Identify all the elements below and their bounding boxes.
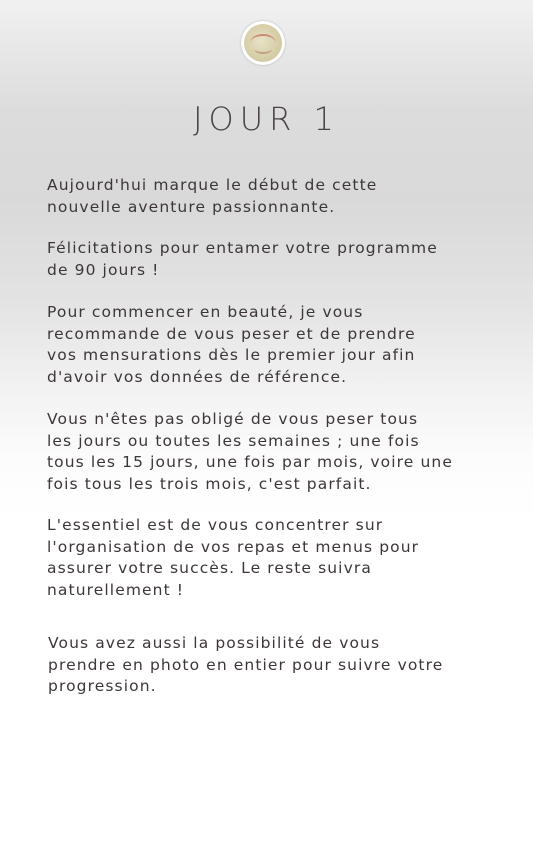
text-line: naturellement ! (47, 580, 185, 599)
paragraph-essential (47, 515, 517, 601)
text-line: prendre en photo en entier pour suivre votre (48, 655, 444, 674)
paragraph-intro (47, 175, 517, 218)
paragraph-measurements (47, 302, 517, 388)
text-line: l'organisation de vos repas et menus pour (47, 537, 420, 556)
text-line: d'avoir vos données de référence. (47, 367, 348, 386)
brand-logo-image (244, 24, 282, 62)
text-line: recommande de vous peser et de prendre (47, 324, 416, 343)
text-line: fois tous les trois mois, c'est parfait. (47, 474, 372, 493)
brand-logo (241, 21, 285, 65)
text-line: de 90 jours ! (47, 260, 160, 279)
text-line: nouvelle aventure passionnante. (47, 197, 336, 216)
text-line: les jours ou toutes les semaines ; une fois (47, 431, 420, 450)
paragraph-congrats (47, 238, 517, 281)
paragraph-weighing-frequency (47, 409, 517, 495)
text-line: progression. (48, 677, 157, 695)
text-line: Vous avez aussi la possibilité de vous (48, 634, 381, 652)
text-line: L'essentiel est de vous concentrer sur (47, 516, 384, 534)
text-line: assurer votre succès. Le reste suivra (47, 559, 372, 577)
text-line: tous les 15 jours, une fois par mois, voire une (47, 453, 453, 471)
text-line: Aujourd'hui marque le début de cette (47, 176, 378, 194)
paragraph-photo (48, 633, 518, 698)
text-line: Félicitations pour entamer votre programme (47, 239, 438, 257)
text-line: vos mensurations dès le premier jour afin (47, 346, 416, 364)
text-line: Vous n'êtes pas obligé de vous peser tous (47, 410, 419, 428)
text-line: Pour commencer en beauté, je vous (47, 303, 364, 321)
page-title: JOUR 1 (193, 100, 340, 138)
